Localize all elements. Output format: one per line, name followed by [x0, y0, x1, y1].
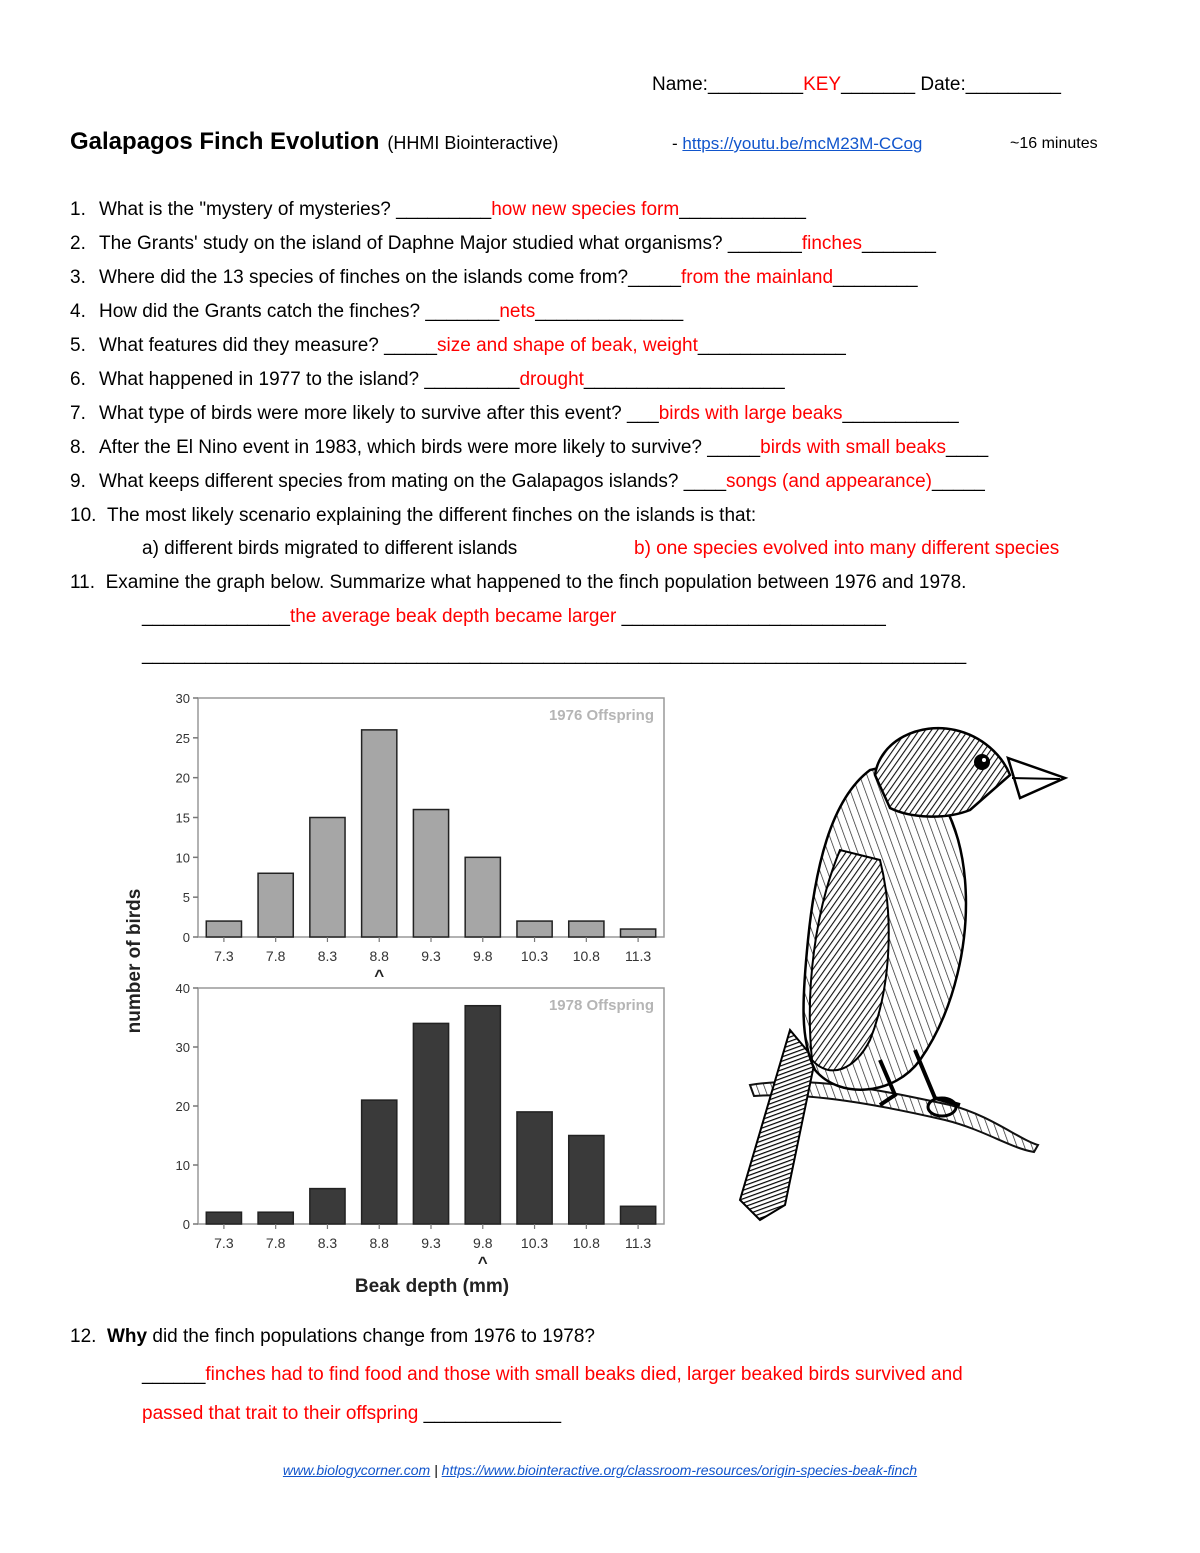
y-tick-label: 10 [175, 1158, 190, 1173]
q12-answer-line-2 [142, 1403, 561, 1425]
question-number: 6. [70, 369, 86, 390]
bar-10.8 [569, 921, 604, 937]
question-3 [70, 267, 918, 289]
x-tick-label: 7.3 [214, 948, 234, 964]
bar-11.3 [621, 1206, 656, 1224]
answer-text: how new species form [491, 199, 680, 220]
y-tick-label: 20 [175, 770, 190, 786]
beak-depth-histograms [110, 684, 680, 1304]
question-number: 7. [70, 403, 86, 424]
x-tick-label: 9.3 [421, 1235, 441, 1251]
question-number: 4. [70, 301, 86, 322]
mean-marker: ^ [477, 1253, 488, 1272]
answer-blank-post: ______________ [535, 301, 684, 322]
q10-option-a: a) different birds migrated to different islands [142, 538, 518, 559]
y-tick-label: 10 [175, 850, 190, 866]
question-text: After the El Nino event in 1983, which birds were more likely to survive? [99, 437, 702, 458]
page-subtitle: (HHMI Biointeractive) [387, 133, 559, 153]
bar-9.3 [413, 1023, 448, 1224]
y-tick-label: 30 [175, 691, 190, 706]
bar-7.3 [206, 921, 241, 937]
x-tick-label: 9.8 [473, 948, 493, 964]
y-axis-label: number of birds [124, 888, 145, 1034]
answer-blank-post: _____________ [418, 1403, 562, 1424]
question-4 [70, 301, 683, 323]
q11-answer-line [142, 606, 886, 628]
name-value: KEY [803, 74, 842, 95]
bar-10.3 [517, 921, 552, 937]
bar-8.8 [362, 730, 397, 937]
answer-blank-pre: _____ [628, 267, 681, 288]
answer-blank-post: _____ [932, 471, 985, 492]
bar-8.8 [362, 1100, 397, 1224]
answer-blank-post: ______________ [697, 335, 846, 356]
name-date-line [652, 74, 1061, 96]
bar-8.3 [310, 818, 345, 938]
answer-blank-pre: _________ [390, 199, 492, 220]
question-number: 1. [70, 199, 86, 220]
y-tick-label: 0 [182, 1217, 190, 1232]
y-tick-label: 30 [175, 1040, 190, 1055]
video-link-wrap [672, 134, 922, 154]
question-number: 12. [70, 1326, 97, 1347]
answer-blank-post: ___________________ [583, 369, 785, 390]
title-dash: - [672, 134, 678, 153]
x-tick-label: 8.8 [369, 1235, 389, 1251]
x-tick-label: 7.8 [265, 1235, 286, 1251]
answer-text: passed that trait to their offspring [142, 1403, 419, 1424]
answer-text: birds with large beaks [658, 403, 843, 424]
q12-answer-line-1 [142, 1364, 963, 1386]
answer-blank-pre: _____ [378, 335, 437, 356]
x-tick-label: 8.8 [369, 948, 389, 964]
answer-blank-pre: _________ [419, 369, 520, 390]
page-title: Galapagos Finch Evolution [70, 128, 380, 155]
answer-blank-pre: ___ [621, 403, 659, 424]
answer-blank-pre: _______ [420, 301, 500, 322]
bar-7.8 [258, 1212, 293, 1224]
name-blank-post: _______ [841, 74, 916, 95]
y-tick-label: 5 [182, 890, 190, 906]
bar-10.8 [569, 1136, 604, 1225]
question-9 [70, 471, 985, 493]
q11-blank-line: ______________________________________________________________________________ [142, 644, 967, 665]
question-text: How did the Grants catch the finches? [99, 301, 421, 322]
question-number: 11. [70, 572, 96, 593]
question-number: 9. [70, 471, 86, 492]
bar-9.3 [413, 810, 448, 937]
question-12 [70, 1326, 595, 1348]
answer-text: finches [801, 233, 863, 254]
answer-text: the average beak depth became larger [289, 606, 617, 627]
chart-title: 1978 Offspring [548, 997, 654, 1014]
x-tick-label: 7.3 [214, 1235, 234, 1251]
answer-blank-pre: _____ [702, 437, 761, 458]
bar-10.3 [517, 1112, 552, 1224]
question-bold-word: Why [106, 1326, 148, 1347]
answer-text: songs (and appearance) [726, 471, 933, 492]
footer-site-link[interactable]: www.biologycorner.com [282, 1462, 431, 1478]
question-text: Where did the 13 species of finches on the islands come from? [99, 267, 629, 288]
x-tick-label: 10.8 [572, 1235, 600, 1251]
question-text: What type of birds were more likely to survive after this event? [99, 403, 622, 424]
answer-blank-post: _______ [862, 233, 936, 254]
chart-1976 [176, 691, 664, 985]
mean-marker: ^ [374, 966, 385, 985]
x-axis-label: Beak depth (mm) [354, 1276, 510, 1297]
x-tick-label: 9.8 [473, 1235, 493, 1251]
finch-illustration [720, 700, 1080, 1240]
x-tick-label: 10.3 [520, 948, 549, 964]
question-5 [70, 335, 846, 357]
question-number: 2. [70, 233, 86, 254]
y-tick-label: 15 [175, 810, 190, 826]
bar-9.8 [465, 1006, 500, 1224]
x-tick-label: 7.8 [265, 948, 286, 964]
question-7 [70, 403, 959, 425]
question-text: The Grants' study on the island of Daphne Major studied what organisms? [99, 233, 723, 254]
answer-blank-pre: ____ [678, 471, 727, 492]
answer-text: size and shape of beak, weight [437, 335, 698, 356]
answer-blank-pre: _______ [722, 233, 802, 254]
answer-text: finches had to find food and those with small beaks died, larger beaked birds survived and [205, 1364, 963, 1385]
x-tick-label: 10.3 [520, 1235, 549, 1251]
y-tick-label: 20 [175, 1099, 190, 1114]
answer-text: drought [519, 369, 584, 390]
answer-blank-post: _________________________ [616, 606, 886, 627]
question-text: What features did they measure? [99, 335, 379, 356]
answer-text: from the mainland [680, 267, 834, 288]
footer-separator: | [434, 1462, 438, 1478]
question-6 [70, 369, 785, 391]
video-link[interactable]: https://youtu.be/mcM23M-CCog [682, 134, 923, 153]
bar-7.8 [258, 873, 293, 937]
question-number: 5. [70, 335, 86, 356]
x-tick-label: 9.3 [421, 948, 441, 964]
question-text: What happened in 1977 to the island? [99, 369, 420, 390]
bar-8.3 [310, 1189, 345, 1224]
bar-11.3 [621, 929, 656, 937]
x-tick-label: 11.3 [625, 948, 652, 964]
answer-blank-post: ____ [945, 437, 989, 458]
q10-option-b: b) one species evolved into many different species [634, 538, 1060, 559]
name-blank-pre: _________ [707, 74, 804, 95]
question-2 [70, 233, 936, 255]
question-number: 10. [70, 505, 97, 526]
answer-blank-post: ___________ [842, 403, 959, 424]
chart-title: 1976 Offspring [548, 707, 654, 724]
date-label: Date: [920, 74, 966, 95]
question-number: 3. [70, 267, 86, 288]
answer-text: birds with small beaks [760, 437, 946, 458]
footer [0, 1462, 1200, 1478]
name-label: Name: [652, 74, 708, 95]
question-8 [70, 437, 988, 459]
answer-text: nets [499, 301, 536, 322]
question-text: What keeps different species from mating on the Galapagos islands? [99, 471, 679, 492]
date-blank: _________ [965, 74, 1061, 95]
question-text: The most likely scenario explaining the different finches on the islands is that: [106, 505, 757, 526]
answer-blank-post: ________ [833, 267, 918, 288]
title-line [70, 128, 558, 156]
bar-7.3 [206, 1212, 241, 1224]
y-tick-label: 40 [175, 981, 190, 996]
x-tick-label: 8.3 [317, 1235, 338, 1251]
question-text: did the finch populations change from 1976 to 1978? [147, 1326, 595, 1347]
bar-9.8 [465, 857, 500, 937]
question-text: What is the "mystery of mysteries? [99, 199, 391, 220]
answer-blank-post: ____________ [679, 199, 806, 220]
answer-blank-pre: ______________ [142, 606, 290, 627]
x-tick-label: 10.8 [572, 948, 600, 964]
chart-1978 [176, 981, 664, 1272]
y-tick-label: 0 [182, 930, 190, 945]
question-text: Examine the graph below. Summarize what happened to the finch population between 1976 and 1978. [105, 572, 967, 593]
answer-blank-pre: ______ [142, 1364, 206, 1385]
x-tick-label: 8.3 [317, 948, 338, 964]
question-number: 8. [70, 437, 86, 458]
x-tick-label: 11.3 [625, 1235, 652, 1251]
question-1 [70, 199, 806, 221]
y-tick-label: 25 [175, 730, 190, 746]
duration: ~16 minutes [1010, 135, 1098, 152]
footer-resource-link[interactable]: https://www.biointeractive.org/classroom-resources/origin-species-beak-finch [441, 1462, 918, 1478]
question-10 [70, 505, 756, 527]
question-11 [70, 572, 966, 594]
